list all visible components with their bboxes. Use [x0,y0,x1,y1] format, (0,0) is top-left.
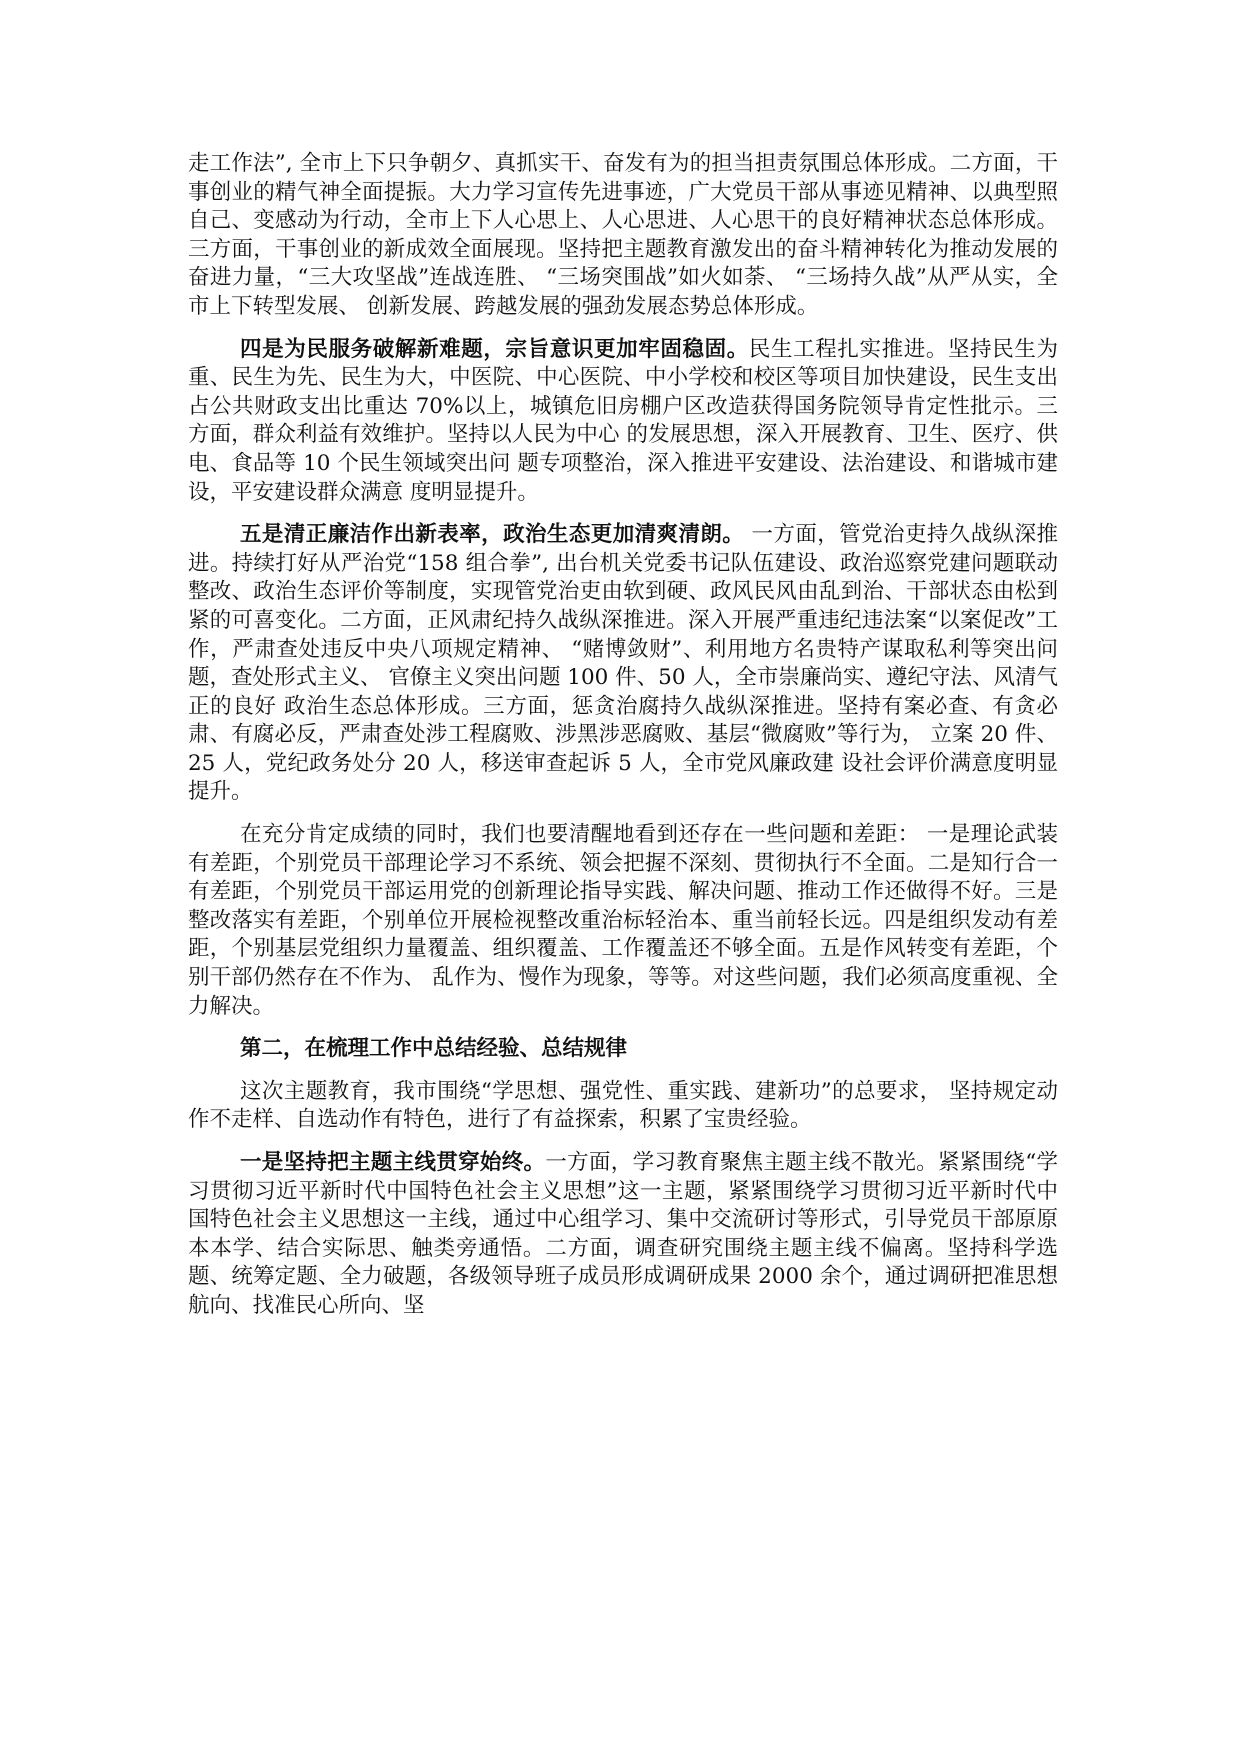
paragraph-2-text: 民生工程扎实推进。坚持民生为重、民生为先、民生为大，中医院、中心医院、中小学校和校区等项目加快建设，民生支出占公共财政支出比重达 70%以上，城镇危旧房棚户区改造获得国务院领导肯定性批示。三方面，群众利益有效维护。坚持以人民为中心 的发展思想，深入开展教育、卫生、医疗、供电、食品等 10 个民生领域突出问 题专项整治，深入推进平安建设、法治建设、和谐城市建设，平安建设群众满意 度明显提升。 [188,336,1058,505]
document-page [188,150,1058,1335]
paragraph-3 [188,521,1058,807]
paragraph-5-text: 这次主题教育，我市围绕“学思想、强党性、重实践、建新功”的总要求， 坚持规定动作不走样、自选动作有特色，进行了有益探索，积累了宝贵经验。 [188,1078,1058,1133]
paragraph-2-lead: 四是为民服务破解新难题，宗旨意识更加牢固稳固。 [240,336,749,362]
paragraph-1 [188,150,1058,322]
paragraph-4-text: 在充分肯定成绩的同时，我们也要清醒地看到还存在一些问题和差距： 一是理论武装有差距，个别党员干部理论学习不系统、领会把握不深刻、贯彻执行不全面。二是知行合一有差距，个别党员干部运用党的创新理论指导实践、解决问题、推动工作还做得不好。三是整改落实有差距，个别单位开展检视整改重治标轻治本、重当前轻长远。四是组织发动有差距，个别基层党组织力量覆盖、组织覆盖、工作覆盖还不够全面。五是作风转变有差距，个别干部仍然存在不作为、 乱作为、慢作为现象，等等。对这些问题，我们必须高度重视、全力解决。 [188,822,1058,1019]
paragraph-6 [188,1149,1058,1321]
paragraph-3-lead: 五是清正廉洁作出新表率，政治生态更加清爽清朗。 [240,522,745,548]
section-heading: 第二，在梳理工作中总结经验、总结规律 [240,1036,628,1062]
paragraph-3-text: 一方面，管党治吏持久战纵深推进。持续打好从严治党“158 组合拳”, 出台机关党委书记队伍建设、政治巡察党建问题联动整改、政治生态评价等制度，实现管党治吏由软到硬、政风民风由乱到治、干部状态由松到紧的可喜变化。二方面，正风肃纪持久战纵深推进。深入开展严重违纪违法案“以案促改”工作，严肃查处违反中央八项规定精神、 “赌博敛财”、利用地方名贵特产谋取私利等突出问题，查处形式主义、 官僚主义突出问题 100 件、50 人，全市崇廉尚实、遵纪守法、风清气正的良好 政治生态总体形成。三方面，惩贪治腐持久战纵深推进。坚持有案必查、有贪必 肃、有腐必反，严肃查处涉工程腐败、涉黑涉恶腐败、基层“微腐败”等行为， 立案 20 件、25 人，党纪政务处分 20 人，移送审查起诉 5 人，全市党风廉政建 设社会评价满意度明显提升。 [188,522,1058,805]
paragraph-5 [188,1078,1058,1135]
paragraph-6-lead: 一是坚持把主题主线贯穿始终。 [240,1150,546,1175]
paragraph-1-text: 走工作法”, 全市上下只争朝夕、真抓实干、奋发有为的担当担责氛围总体形成。二方面，干事创业的精气神全面提振。大力学习宣传先进事迹，广大党员干部从事迹见精神、以典型照自己、变感动为行动，全市上下人心思上、人心思进、人心思干的良好精神状态总体形成。三方面，干事创业的新成效全面展现。坚持把主题教育激发出的奋斗精神转化为推动发展的奋进力量，“三大攻坚战”连战连胜、 “三场突围战”如火如荼、 “三场持久战”从严从实，全市上下转型发展、 创新发展、跨越发展的强劲发展态势总体形成。 [188,151,1058,319]
paragraph-4 [188,821,1058,1021]
paragraph-6-text: 一方面，学习教育聚焦主题主线不散光。紧紧围绕“学习贯彻习近平新时代中国特色社会主义思想”这一主题，紧紧围绕学习贯彻习近平新时代中国特色社会主义思想这一主线，通过中心组学习、集中交流研讨等形式，引导党员干部原原本本学、结合实际思、触类旁通悟。二方面，调查研究围绕主题主线不偏离。坚持科学选题、统筹定题、全力破题，各级领导班子成员形成调研成果 2000 余个，通过调研把准思想航向、找准民心所向、坚 [188,1150,1058,1318]
paragraph-2 [188,336,1058,508]
